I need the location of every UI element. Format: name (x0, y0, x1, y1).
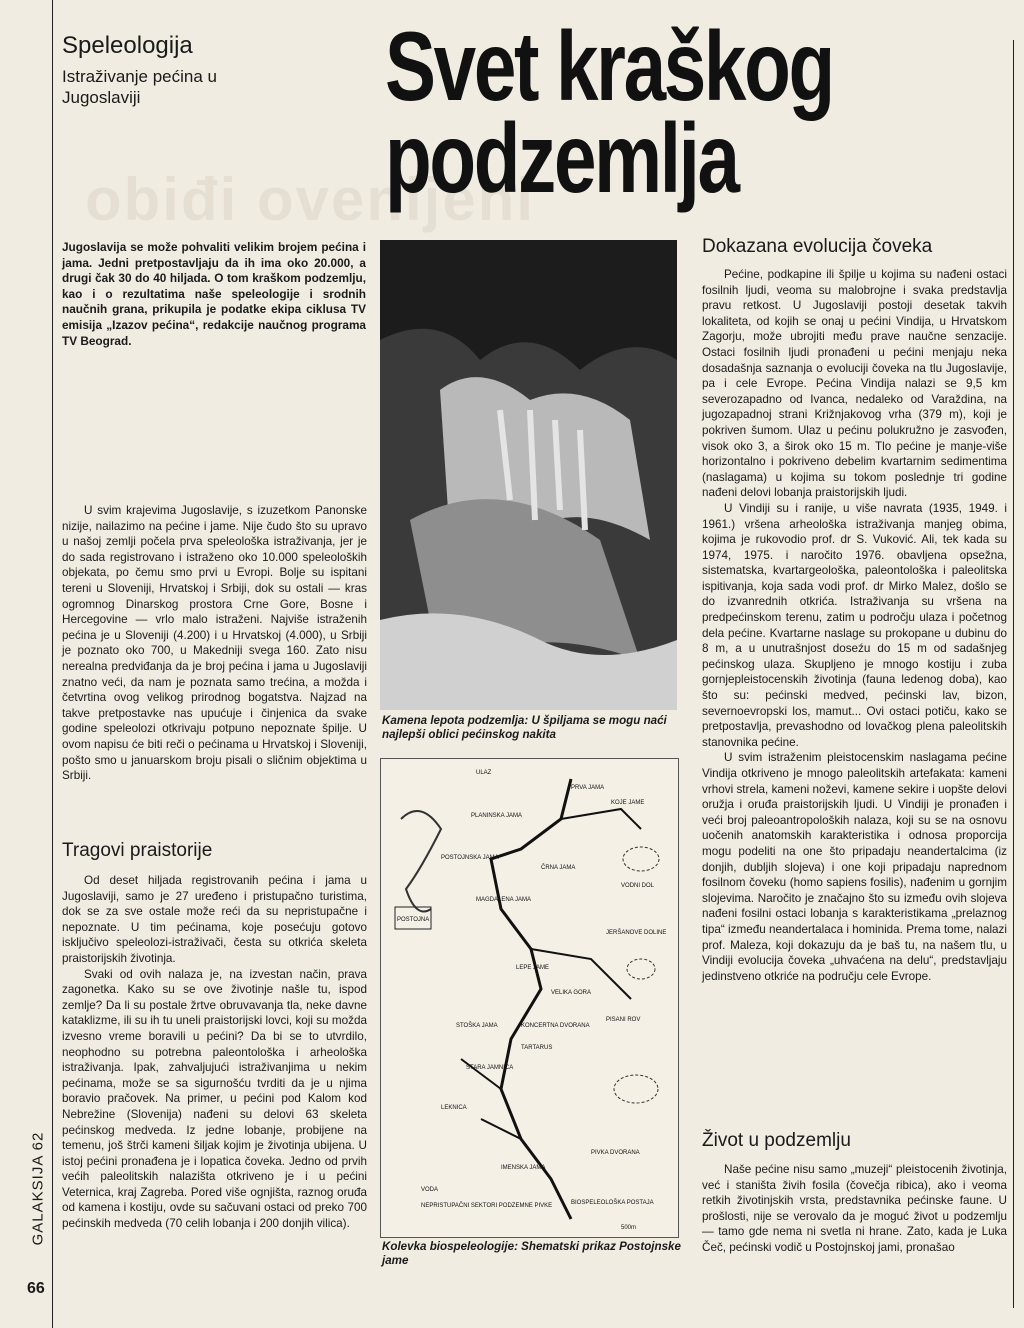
dokazana-paragraph-3: U svim istraženim pleistocenskim naslagama pećine Vindija otkriveno je mnogo paleolitskih artefakata: kameni vrhovi strela, kameni noževi, kamene sekire i uopšte delovi oružja i oruđa praistorijskih ljudi. U Vindiji je pronađen i veći broj paleoantropoloških nalaza, koji su se na osnovu uočenih anatomskih karakteristika i odnosa proporcija mogu podeliti na one što pripadaju neandertalcima (iz donjih, dubljih slojeva) i one koji pripadaju naprednom fosilnom čoveku (homo sapiens fosilis), nađenim u gornjim slojevima. Naročito je značajno što su između ovih slojeva nađeni fosilni ostaci lobanja s karakteristikama „prelaznog tipa“ između neandertalaca i hominida. Prema tome, nalazi prof. Maleza, koji dokazuju da je baš tu, na našem tlu, u Vindiji evolucija čoveka „uhvaćena na delu“, predstavljaju jedinstveno otkriće na području cele Evrope. (702, 751, 1007, 983)
map-label: ULAZ (476, 770, 492, 776)
section-title: Speleologija (62, 32, 193, 59)
dokazana-column (702, 267, 1007, 984)
zivot-column (702, 1162, 1007, 1256)
map-surface-feature (401, 811, 441, 912)
map-label: JERŠANOVE DOLINE (606, 930, 667, 936)
zivot-heading: Život u podzemlju (702, 1130, 851, 1151)
magazine-name: GALAKSIJA 62 (29, 1131, 47, 1246)
map-doline-1 (623, 847, 659, 871)
intro-column (62, 503, 367, 784)
zivot-paragraph-1: Naše pećine nisu samo „muzeji“ pleistocenih životinja, već i staništa živih fosila (čovečja ribica), ako i veoma retkih životinjskih vrsta, predstavnika pećinske faune. U prošlosti, nije se verovalo da je moguć život u podzemlju — tamo gde nema ni svetla ni hrane. Zato, kada je Luka Čeč, pećinski vodič u Postojnskoj jami, pronašao (702, 1163, 1007, 1254)
map-label: POSTOJNA (397, 917, 430, 923)
show-through-text: obiđi ovenljeni (85, 166, 536, 233)
map-label: PISANI ROV (606, 1017, 641, 1023)
map-label: VODNI DOL (621, 883, 655, 889)
map-label: NEPRISTUPAČNI SEKTORI PODZEMNE PIVKE (421, 1203, 553, 1209)
map-label: ČRNA JAMA (541, 865, 576, 871)
map-doline-2 (627, 959, 655, 979)
dokazana-heading: Dokazana evolucija čoveka (702, 236, 933, 257)
map-label: IMENSKA JAMA (501, 1165, 546, 1171)
article-headline (385, 11, 876, 213)
map-label: STARA JAMNICA (466, 1065, 514, 1071)
map-label: KOJE JAME (611, 800, 645, 806)
map-label: POSTOJNSKA JAMA (441, 855, 499, 861)
tragovi-column (62, 873, 367, 1232)
headline-line-2: podzemlja (385, 103, 738, 213)
map-label: PRVA JAMA (571, 785, 605, 791)
map-doline-3 (614, 1075, 658, 1103)
photo-caption: Kamena lepota podzemlja: U špiljama se mogu naći najlepši oblici pećinskog nakita (382, 714, 667, 741)
section-subtitle: Istraživanje pećina u Jugoslaviji (62, 67, 217, 107)
dokazana-paragraph-1: Pećine, podkapine ili špilje u kojima su nađeni ostaci fosilnih ljudi, veoma su malobrojne i svaka predstavlja pravu retkost. U Jugoslaviji postoji desetak takvih lokaliteta, od kojih se onaj u pećini Vindija, u Hrvatskom Zagorju, može ubrojiti među prave naučne senzacije. Ostaci fosilnih ljudi pronađeni u pećini menjaju neka dosadašnja saznanja o evoluciji čoveka na tlu Jugoslavije, pa i cele Evrope. Pećina Vindija nalazi se 9,5 km severozapadno od Ivanca, nedaleko od Varaždina, na jugozapadnoj strani Križnjakovog vrha (379 m), koji je pokriven šumom. Ulaz u pećinu polukružno je zasvođen, visok oko 3, a širok oko 15 m. Tlo pećine je manje-više horizontalno i pokriveno debelim kvartarnim sedimentima (naslagama) u kojima su tokom poslednje tri godine nađeni delovi lobanja praistorijskih ljudi. (702, 268, 1007, 500)
magazine-name-vertical (18, 1130, 58, 1250)
tragovi-heading: Tragovi praistorije (62, 840, 213, 861)
postojna-cave-map (380, 758, 679, 1238)
cave-map-diagram (381, 759, 678, 1237)
map-label: LEKNICA (441, 1105, 467, 1111)
right-margin-rule (1013, 40, 1014, 1308)
headline-line-1: Svet kraškog (385, 11, 833, 121)
map-label: MAGDALENA JAMA (476, 897, 532, 903)
map-label: STOŠKA JAMA (456, 1023, 498, 1029)
lead-paragraph: Jugoslavija se može pohvaliti velikim brojem pećina i jama. Jedni pretpostavljaju da ih ima oko 20.000, a drugi čak 30 do 40 hiljada. O tom kraškom podzemlju, kao i o rezultatima naše speleologije i srodnih naučnih grana, prikupila je podatke ekipa ciklusa TV emisija „Izazov pećina“, redakcije naučnog programa TV Beograd. (62, 240, 366, 348)
map-label: KONCERTNA DVORANA (521, 1023, 590, 1029)
map-label: VELIKA GORA (551, 990, 592, 996)
map-label: PIVKA DVORANA (591, 1150, 640, 1156)
map-label: BIOSPELEOLOŠKA POSTAJA (571, 1200, 654, 1206)
tragovi-paragraph-1: Od deset hiljada registrovanih pećina i jama u Jugoslaviji, samo je 27 uređeno i pristupačno turistima, dok se za sve ostale može reći da su nepristupačne i nepoznate. U tim pećinama, koje posećuju gotovo isključivo speleolozi-istraživači, česta su otkrića skeleta praistorijskih životinja. (62, 874, 367, 965)
page-number: 66 (27, 1280, 45, 1297)
map-label: LEPE JAME (516, 965, 550, 971)
map-main-passage (491, 779, 571, 1219)
map-caption: Kolevka biospeleologije: Shematski prikaz Postojnske jame (382, 1240, 681, 1267)
map-label: PLANINSKA JAMA (471, 813, 523, 819)
dokazana-paragraph-2: U Vindiji su i ranije, u više navrata (1935, 1949. i 1961.) vršena arheološka istraživanja manjeg obima, kojima je rukovodio prof. dr S. Vuković. Ali, tek kada su 1974, 1975. i naročito 1976. obavljena opsežna, sistematska, kvartargeološka, paleontološka i paleolitska ispitivanja, koja sada vodi prof. dr Mirko Malez, došlo se do izvanrednih otkrića. Istraživanja su vršena na predpećinskom terenu, zatim u področju ulaza i početnog dela pećine. Kvartarne naslage su prokopane u dubinu do 8 m, a u unutrašnjost doseźu do 15 m od sadašnjeg pećinskog ulaza. Skupljeno je mnogo kostiju i zuba gornjepleistocenskih životinja (fauna ledenog doba), kao što su: pećinski medved, pećinski lav, bizon, severnoevropski los, mamut... Ovi ostaci potiču, kako se pretpostavlja, prevashodno od lovačkog plena paleolitskih stanovnika pećine. (702, 501, 1007, 749)
map-label: TARTARUS (521, 1045, 553, 1051)
intro-paragraph: U svim krajevima Jugoslavije, s izuzetkom Panonske nizije, nailazimo na pećine i jame. Nije čudo što su upravo u našoj zemlji počela prva speleološka istraživanja, jer je do sada registrovano i istraženo oko 10.000 speleoloških objekata, po čemu smo prvi u Evropi. Bolje su ispitani tereni u Sloveniji, Hrvatskoj i Srbiji, dok su ostali — kras ogromnog Dinarskog prostora Crne Gore, Bosne i Hercegovine — vrlo malo istraženi. Najviše istraženih pećina je u Sloveniji (4.200) i u Hrvatskoj (4.000), u Srbiji je poznato oko 700, u Makedniji svega 160. Zato nisu nerealna predviđanja da je broj pećina i jama u Jugoslaviji znatno veći, da nam je poznata samo trećina, a možda i četvrtina ovog velikog prirodnog bogatstva. Najzad na takve pretpostavke nas upućuje i činjenica da svake godine speleolozi otkrivaju potpuno nepoznate špilje. U ovom napisu će biti reči o pećinama u Hrvatskoj i Sloveniji, pošto smo u januarskom broju pisali o sličnim objektima u Srbiji. (62, 504, 367, 783)
cave-photo (380, 240, 677, 710)
left-margin-rule (52, 0, 53, 1328)
map-label: 500m (621, 1225, 637, 1231)
map-label: VODA (421, 1187, 439, 1193)
cave-photo-image (380, 240, 677, 710)
tragovi-paragraph-2: Svaki od ovih nalaza je, na izvestan način, prava zagonetka. Kako su se ove životinje našle tu, ispod zemlje? Da li su postale žrtve obruvavanja tla, neke davne kataklizme, ili su ih tu uneli praistorijski lovci, koji su možda izvesno vreme boravili u pećini? Da bi se to utvrdilo, neophodno su potrebna paleontološka i arheološka istraživanja. Ipak, zahvaljujući istraživanjima u nekim pećinama, može se sa sigurnošću tvrditi da je u njima boravio pračovek. Na primer, u pećini pod Kalom kod Nebrežine (Slovenija) nađeni su delovi 63 skeleta pećinskog medveda. Iz jedne lobanje, probijene na temenu, još štrči kameni šiljak kojim je životinja ubijena. U istoj pećini pronađena je i lopatica čoveka. Jedno od prvih većih paleolitskih nalazišta otkriveno je i u pećini Veternica, kraj Zagreba. Pored više ognjišta, raznog oruđa od kamena i kostiju, ovde su sačuvani ostaci od preko 700 pećinskih medveda (70 celih lobanja i 200 donjih vilica). (62, 967, 367, 1231)
